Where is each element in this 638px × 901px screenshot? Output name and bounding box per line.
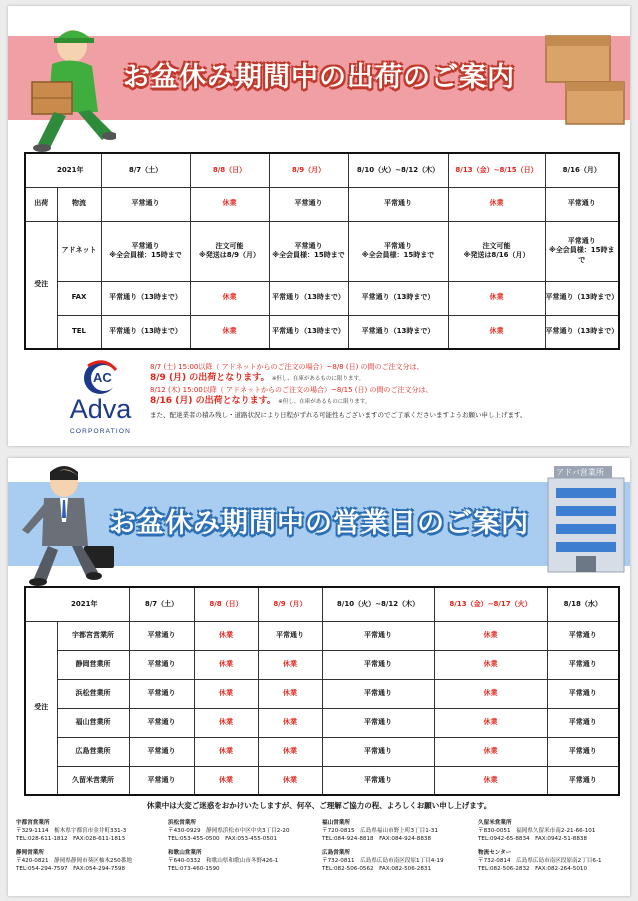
status-cell: 平常通り bbox=[322, 679, 434, 708]
status-cell: 休業 bbox=[448, 281, 545, 315]
office-entry: 静岡営業所 〒420-0821 静岡県静岡市葵区柚木250番地 TEL:054-294-7597 FAX:054-294-7598 bbox=[16, 850, 132, 872]
status-cell: 休業 bbox=[434, 737, 547, 766]
note-line: また、配達業者の積み残し・道路状況により日程がずれる可能性もございますのでご了承くださいますようお願い申し上げます。 bbox=[150, 411, 527, 420]
date-header: 8/7（土） bbox=[101, 153, 190, 187]
status-cell: 平常通り bbox=[547, 737, 619, 766]
note-line: 8/12 (木) 15:00以降（ アドネットからのご注文の場合）~8/15 (日) の間のご注文分は、 bbox=[150, 386, 433, 395]
status-cell: 休業 bbox=[258, 737, 322, 766]
status-cell: 平常通り bbox=[322, 650, 434, 679]
status-cell: 休業 bbox=[448, 315, 545, 349]
status-cell: 平常通り ※全会員様：15時まで bbox=[545, 221, 619, 281]
status-cell: 平常通り bbox=[547, 766, 619, 795]
status-cell: 平常通り bbox=[322, 766, 434, 795]
note-small: ※但し、在庫があるものに限ります。 bbox=[278, 399, 371, 406]
status-cell: 平常通り bbox=[129, 679, 194, 708]
status-cell: 平常通り bbox=[547, 650, 619, 679]
note-small: ※但し、在庫があるものに限ります。 bbox=[271, 376, 364, 383]
status-cell: 休業 bbox=[258, 708, 322, 737]
office-entry: 広島営業所 〒732-0811 広島県広島市南区段原1丁目4-19 TEL:082-506-0562 FAX:082-506-2831 bbox=[322, 850, 444, 872]
table-row bbox=[25, 621, 619, 650]
status-cell: 平常通り（13時まで） bbox=[348, 315, 448, 349]
table-row bbox=[25, 708, 619, 737]
office-building-illustration bbox=[542, 464, 626, 574]
shipping-row-logistics bbox=[25, 187, 619, 221]
date-header: 8/9（月） bbox=[269, 153, 348, 187]
status-cell: 平常通り（13時まで） bbox=[101, 281, 190, 315]
row-label: アドネット bbox=[57, 221, 101, 281]
status-cell: 休業 bbox=[434, 650, 547, 679]
office-label: 宇都宮営業所 bbox=[57, 621, 129, 650]
note-line: 8/7 (土) 15:00以降（ アドネットからのご注文の場合）~8/8 (日) の間のご注文分は、 bbox=[150, 363, 424, 371]
logo-wordmark: Adva bbox=[69, 394, 132, 424]
status-cell: 平常通り ※全会員様：15時まで bbox=[101, 221, 190, 281]
status-cell: 平常通り bbox=[348, 187, 448, 221]
date-header: 8/8（日） bbox=[190, 153, 269, 187]
business-sheet bbox=[8, 458, 630, 896]
shipping-row-fax bbox=[25, 281, 619, 315]
status-cell: 休業 bbox=[448, 187, 545, 221]
status-cell: 休業 bbox=[194, 708, 258, 737]
status-cell: 平常通り ※全会員様：15時まで bbox=[269, 221, 348, 281]
date-header: 8/8（日） bbox=[194, 587, 258, 621]
status-cell: 休業 bbox=[258, 766, 322, 795]
status-cell: 平常通り bbox=[545, 187, 619, 221]
status-cell: 注文可能 ※発送は8/16（月） bbox=[448, 221, 545, 281]
svg-text:AC: AC bbox=[93, 370, 112, 385]
note-emphasis: 8/16 (月) の出荷となります。 bbox=[150, 396, 276, 407]
status-cell: 休業 bbox=[194, 766, 258, 795]
status-cell: 平常通り（13時まで） bbox=[269, 315, 348, 349]
row-label: FAX bbox=[57, 281, 101, 315]
status-cell: 平常通り ※全会員様：15時まで bbox=[348, 221, 448, 281]
office-label: 広島営業所 bbox=[57, 737, 129, 766]
office-entry: 和歌山営業所 〒640-0332 和歌山県和歌山市冬野426-1 TEL:073-460-1590 bbox=[168, 850, 279, 872]
year-label: 2021年 bbox=[25, 587, 129, 621]
office-entry: 宇都宮営業所 〒329-1114 栃木県宇都宮市金井町331-3 TEL:028-611-1812 FAX:028-611-1813 bbox=[16, 820, 127, 842]
date-header: 8/13（金）~8/15（日） bbox=[448, 153, 545, 187]
shipping-table bbox=[24, 152, 620, 350]
row-label: 物流 bbox=[57, 187, 101, 221]
office-label: 福山営業所 bbox=[57, 708, 129, 737]
status-cell: 平常通り bbox=[129, 621, 194, 650]
status-cell: 休業 bbox=[434, 621, 547, 650]
businessman-illustration bbox=[14, 460, 124, 588]
status-cell: 休業 bbox=[258, 679, 322, 708]
status-cell: 平常通り（13時まで） bbox=[101, 315, 190, 349]
shipping-header-row bbox=[25, 153, 619, 187]
status-cell: 平常通り bbox=[101, 187, 190, 221]
status-cell: 休業 bbox=[190, 281, 269, 315]
status-cell: 平常通り bbox=[547, 708, 619, 737]
year-label: 2021年 bbox=[25, 153, 101, 187]
note-emphasis: 8/9 (月) の出荷となります。 bbox=[150, 373, 270, 384]
date-header: 8/13（金）~8/17（火） bbox=[434, 587, 547, 621]
adva-logo bbox=[58, 358, 143, 438]
office-label: 浜松営業所 bbox=[57, 679, 129, 708]
status-cell: 平常通り bbox=[129, 737, 194, 766]
business-header-row bbox=[25, 587, 619, 621]
status-cell: 休業 bbox=[194, 737, 258, 766]
status-cell: 平常通り bbox=[547, 679, 619, 708]
shipping-row-tel bbox=[25, 315, 619, 349]
status-cell: 平常通り（13時まで） bbox=[269, 281, 348, 315]
table-row bbox=[25, 766, 619, 795]
status-cell: 休業 bbox=[434, 708, 547, 737]
office-label: 久留米営業所 bbox=[57, 766, 129, 795]
status-cell: 休業 bbox=[258, 650, 322, 679]
status-cell: 平常通り（13時まで） bbox=[348, 281, 448, 315]
date-header: 8/10（火）~8/12（木） bbox=[322, 587, 434, 621]
logo-corporation: CORPORATION bbox=[69, 428, 132, 435]
shipping-title: お盆休み期間中の出荷のご案内 bbox=[123, 62, 515, 93]
office-entry: 物流センター 〒732-0814 広島県広島市南区段原南2丁目6-1 TEL:082-506-2832 FAX:082-264-5010 bbox=[478, 850, 602, 872]
status-cell: 休業 bbox=[194, 650, 258, 679]
office-entry: 久留米営業所 〒830-0051 福岡県久留米市南2-21-66-101 TEL:0942-65-8834 FAX:0942-51-8838 bbox=[478, 820, 596, 842]
status-cell: 平常通り（13時まで） bbox=[545, 281, 619, 315]
status-cell: 休業 bbox=[190, 187, 269, 221]
date-header: 8/18（水） bbox=[547, 587, 619, 621]
date-header: 8/7（土） bbox=[129, 587, 194, 621]
status-cell: 休業 bbox=[194, 679, 258, 708]
adva-mark-icon bbox=[58, 358, 143, 398]
status-cell: 平常通り bbox=[322, 708, 434, 737]
boxes-illustration bbox=[540, 26, 628, 126]
office-label: 静岡営業所 bbox=[57, 650, 129, 679]
status-cell: 休業 bbox=[434, 679, 547, 708]
group-label: 受注 bbox=[25, 221, 57, 349]
business-title: お盆休み期間中の営業日のご案内 bbox=[109, 508, 529, 539]
status-cell: 平常通り bbox=[269, 187, 348, 221]
office-entry: 浜松営業所 〒430-0929 静岡県浜松市中区中央3丁目2-20 TEL:053-455-0500 FAX:053-455-0501 bbox=[168, 820, 290, 842]
group-label: 出荷 bbox=[25, 187, 57, 221]
status-cell: 平常通り bbox=[322, 621, 434, 650]
status-cell: 平常通り bbox=[322, 737, 434, 766]
table-row bbox=[25, 650, 619, 679]
status-cell: 平常通り bbox=[129, 708, 194, 737]
row-label: TEL bbox=[57, 315, 101, 349]
delivery-man-illustration bbox=[26, 16, 116, 156]
shipping-row-adnet bbox=[25, 221, 619, 281]
table-row bbox=[25, 679, 619, 708]
business-table bbox=[24, 586, 620, 796]
status-cell: 休業 bbox=[434, 766, 547, 795]
shipping-notes bbox=[150, 362, 620, 421]
status-cell: 平常通り（13時まで） bbox=[545, 315, 619, 349]
status-cell: 平常通り bbox=[258, 621, 322, 650]
status-cell: 休業 bbox=[194, 621, 258, 650]
status-cell: 注文可能 ※発送は8/9（月） bbox=[190, 221, 269, 281]
table-row bbox=[25, 737, 619, 766]
building-sign: アドバ営業所 bbox=[556, 468, 604, 477]
status-cell: 休業 bbox=[190, 315, 269, 349]
status-cell: 平常通り bbox=[547, 621, 619, 650]
date-header: 8/9（月） bbox=[258, 587, 322, 621]
office-entry: 福山営業所 〒720-0815 広島県福山市野上町3丁目1-31 TEL:084-924-8818 FAX:084-924-8838 bbox=[322, 820, 438, 842]
date-header: 8/16（月） bbox=[545, 153, 619, 187]
group-label: 受注 bbox=[25, 621, 57, 795]
status-cell: 平常通り bbox=[129, 650, 194, 679]
date-header: 8/10（火）~8/12（木） bbox=[348, 153, 448, 187]
status-cell: 平常通り bbox=[129, 766, 194, 795]
closing-message: 休業中は大変ご迷惑をおかけいたしますが、何卒、ご理解ご協力の程、よろしくお願い申し上げます。 bbox=[146, 801, 492, 810]
shipping-sheet bbox=[8, 6, 630, 446]
